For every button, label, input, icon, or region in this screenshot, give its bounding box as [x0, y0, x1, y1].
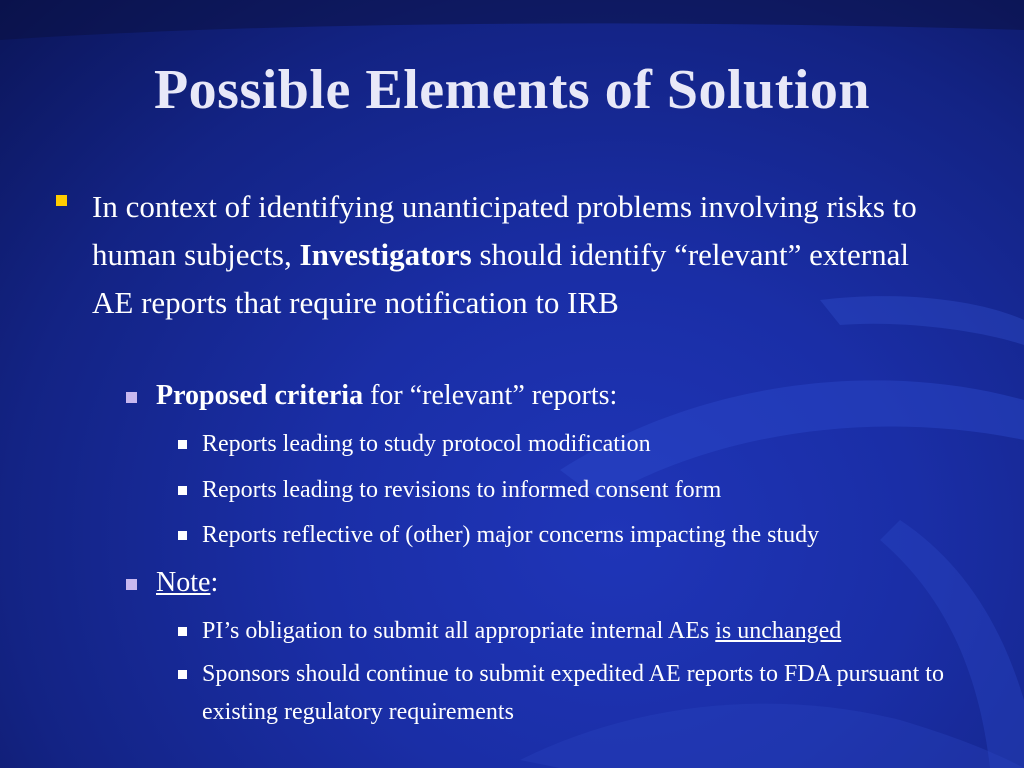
note-item1-underlined: is unchanged: [715, 618, 842, 644]
bullet-square-icon: [126, 392, 137, 403]
bullet-note: [126, 566, 218, 600]
criteria-item-text: Reports leading to study protocol modification: [202, 431, 651, 457]
bullet-square-icon: [178, 627, 187, 636]
bullet-main-text-after: should identify “relevant” external AE reports that require notification to IRB: [92, 237, 909, 320]
note-label: Note: [156, 567, 211, 598]
note-item1-text-before: PI’s obligation to submit all appropriate internal AEs: [202, 618, 716, 644]
bullet-square-icon: [178, 486, 187, 495]
slide-title: Possible Elements of Solution: [153, 59, 871, 121]
bullet-proposed-criteria: [126, 379, 617, 413]
bullet-square-icon: [56, 195, 67, 206]
note-item-text: [178, 612, 998, 650]
criteria-item-text: Reports leading to revisions to informed consent form: [202, 477, 722, 503]
bullet-main-text-before: In context of identifying unanticipated problems involving risks to human subjects,: [92, 189, 917, 272]
criteria-item: [178, 516, 998, 554]
bullet-main: [56, 183, 956, 327]
bullet-square-icon: [178, 440, 187, 449]
bullet-main-text: [56, 183, 956, 327]
bullet-main-bold: Investigators: [299, 237, 472, 272]
bullet-criteria-text-after: for “relevant” reports:: [363, 380, 618, 411]
criteria-item: [178, 425, 998, 463]
bullet-criteria-bold: Proposed criteria: [156, 380, 364, 411]
criteria-item: [178, 471, 998, 509]
bullet-square-icon: [126, 579, 137, 590]
bullet-square-icon: [178, 670, 187, 679]
bullet-proposed-criteria-text: [126, 379, 617, 413]
note-item: [178, 612, 998, 650]
criteria-item-text: Reports reflective of (other) major concerns impacting the study: [202, 522, 820, 548]
bullet-note-text: [126, 566, 218, 600]
note-colon: :: [210, 567, 219, 598]
bullet-square-icon: [178, 531, 187, 540]
note-item-text: Sponsors should continue to submit expedited AE reports to FDA pursuant to existing regulatory requirements: [202, 661, 944, 725]
note-item: [178, 655, 978, 731]
